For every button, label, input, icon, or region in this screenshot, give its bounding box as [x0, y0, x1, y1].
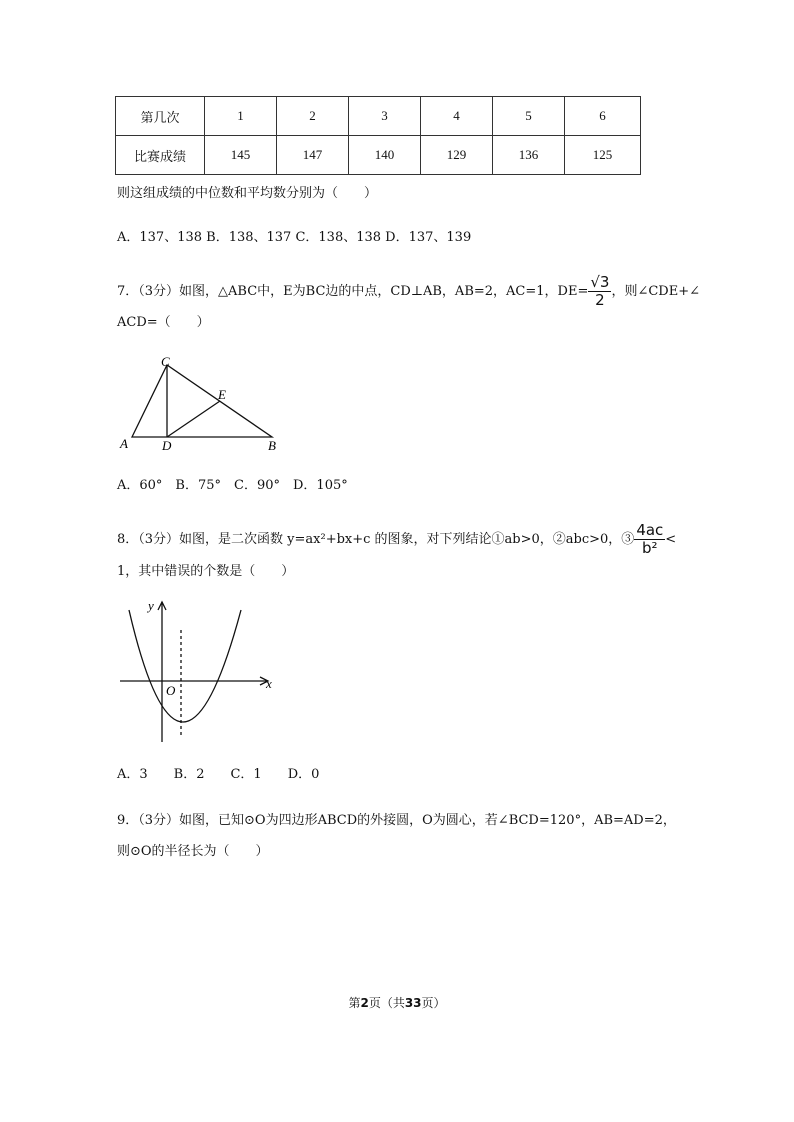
q6-options: A．137、138 B．138、137 C．138、138 D．137、139 [117, 230, 472, 245]
round-cell: 6 [565, 97, 641, 136]
q7-stem-line1 [117, 272, 700, 312]
q8-stem-c: 1，其中错误的个数是（ ） [117, 564, 295, 579]
q8-stem-line1 [117, 520, 676, 560]
round-cell: 4 [421, 97, 493, 136]
table-row [116, 136, 641, 175]
q7-fraction [588, 274, 611, 309]
q8-options: A．3 B．2 C．1 D．0 [117, 767, 320, 782]
q8-parabola-figure [110, 594, 285, 744]
label-c: C [161, 354, 170, 369]
score-cell: 125 [565, 136, 641, 175]
parabola-curve [129, 610, 241, 722]
q9-stem-b: 则⊙O的半径长为（ ） [117, 844, 269, 859]
label-b: B [268, 438, 276, 453]
q8-fraction [634, 522, 665, 557]
label-d: D [162, 438, 172, 453]
round-cell: 5 [493, 97, 565, 136]
q7-frac-num: √3 [590, 273, 610, 291]
footer-post: 页） [421, 996, 446, 1010]
score-cell: 136 [493, 136, 565, 175]
q7-stem-c: ACD=（ ） [117, 315, 210, 330]
page-footer [0, 994, 794, 1011]
label-x: x [266, 676, 272, 691]
q8-stem-b: < [665, 532, 677, 547]
score-cell: 129 [421, 136, 493, 175]
q9-stem-a: 9．（3分）如图，已知⊙O为四边形ABCD的外接圆，O为圆心，若∠BCD=120°，AB=AD=2， [117, 813, 676, 828]
score-table [115, 96, 641, 175]
q7-frac-den: 2 [595, 291, 605, 309]
label-origin: O [166, 683, 176, 698]
footer-page-number: 2 [360, 996, 369, 1010]
row-label-round: 第几次 [116, 97, 205, 136]
q8-frac-den: b² [642, 539, 658, 557]
footer-mid: 页（共 [368, 996, 405, 1010]
score-cell: 140 [349, 136, 421, 175]
q7-triangle-figure [110, 350, 290, 455]
label-e: E [218, 387, 226, 402]
q8-stem-a: 8．（3分）如图，是二次函数 y=ax²+bx+c 的图象，对下列结论①ab>0，②abc>0，③ [117, 532, 635, 547]
footer-total-pages: 33 [404, 996, 422, 1010]
label-a: A [120, 436, 128, 451]
triangle-abc [132, 365, 272, 437]
score-cell: 145 [205, 136, 277, 175]
footer-pre: 第 [348, 996, 361, 1010]
score-cell: 147 [277, 136, 349, 175]
round-cell: 1 [205, 97, 277, 136]
segment-de [167, 401, 220, 437]
table-row [116, 97, 641, 136]
label-y: y [148, 598, 154, 613]
q7-options: A．60° B．75° C．90° D．105° [117, 478, 348, 493]
q6-question: 则这组成绩的中位数和平均数分别为（ ） [117, 186, 378, 201]
round-cell: 3 [349, 97, 421, 136]
row-label-score: 比赛成绩 [116, 136, 205, 175]
round-cell: 2 [277, 97, 349, 136]
q7-stem-b: ，则∠CDE+∠ [611, 284, 701, 299]
q7-stem-a: 7．（3分）如图，△ABC中，E为BC边的中点，CD⊥AB，AB=2，AC=1，DE= [117, 284, 589, 299]
q8-frac-num: 4ac [636, 521, 664, 539]
